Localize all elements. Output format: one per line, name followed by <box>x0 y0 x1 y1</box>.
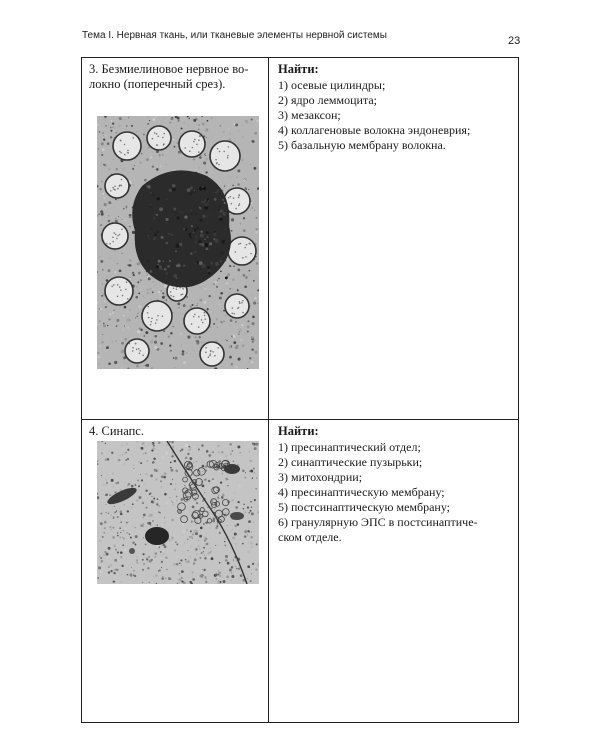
row-2-title <box>89 424 144 439</box>
row-1-find-list <box>278 78 470 153</box>
find-item: ском отделе. <box>278 530 342 544</box>
find-item: 3) мезаксон; <box>278 108 341 122</box>
micrograph-unmyelinated-fiber <box>97 116 259 369</box>
find-item: 2) ядро леммоцита; <box>278 93 378 107</box>
find-item: 5) постсинаптическую мембрану; <box>278 500 451 514</box>
row-1-title-line-1: 3. Безмиелиновое нервное во- <box>89 62 249 76</box>
find-item: 1) осевые цилиндры; <box>278 78 386 92</box>
row-2-title-line-1: 4. Синапс. <box>89 424 144 438</box>
running-head: Тема I. Нервная ткань, или тканевые элементы нервной системы <box>82 30 387 41</box>
find-item: 3) митохондрии; <box>278 470 363 484</box>
row-1-title <box>89 62 248 92</box>
page-number: 23 <box>508 35 521 47</box>
row-1-find-label: Найти: <box>278 62 319 76</box>
micrograph-synapse <box>97 441 259 584</box>
find-item: 5) базальную мембрану волокна. <box>278 138 446 152</box>
column-divider <box>268 58 269 722</box>
row-1-title-line-2: локно (поперечный срез). <box>89 77 226 91</box>
find-item: 2) синаптические пузырьки; <box>278 455 423 469</box>
row-2-find-label: Найти: <box>278 424 319 438</box>
exercise-table <box>81 57 519 723</box>
row-divider <box>82 419 518 420</box>
find-item: 6) гранулярную ЭПС в постсинаптиче- <box>278 515 478 529</box>
find-item: 4) коллагеновые волокна эндоневрия; <box>278 123 471 137</box>
find-item: 4) пресинаптическую мембрану; <box>278 485 445 499</box>
row-2-find-list <box>278 440 478 545</box>
find-item: 1) пресинаптический отдел; <box>278 440 421 454</box>
